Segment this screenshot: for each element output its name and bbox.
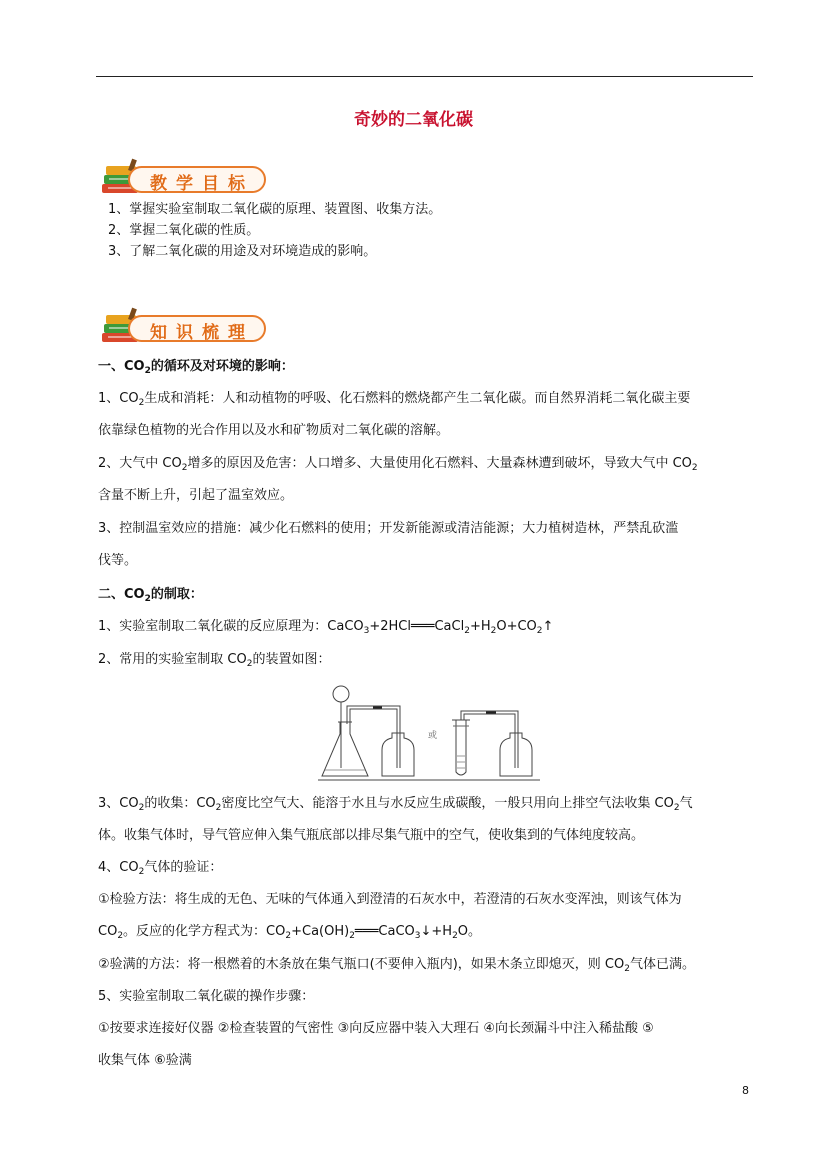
procedure-steps: ①按要求连接好仪器 ②检查装置的气密性 ③向反应器中装入大理石 ④向长颈漏斗中注入稀盐酸 ⑤ (98, 1021, 654, 1036)
procedure-steps-cont: 收集气体 ⑥验满 (98, 1053, 192, 1068)
header-rule (96, 76, 753, 77)
goal-item: 3、了解二氧化碳的用途及对环境造成的影响。 (108, 244, 377, 259)
paragraph-1: 1、$CO_2$生成和消耗：人和动植物的呼吸、化石燃料的燃烧都产生二氧化碳。而自然界消耗二氧化碳主要 (98, 391, 691, 408)
section-heading-2: 二、$CO_2$的制取： (98, 587, 203, 604)
reaction-principle: 1、实验室制取二氧化碳的反应原理为：$CaCO_3+2HCl═══CaCl_2+H_2O+CO_2↑$ (98, 619, 554, 636)
page-number: 8 (742, 1084, 749, 1097)
paragraph-3-cont: 伐等。 (98, 553, 138, 568)
verification-heading: 4、$CO_2$气体的验证： (98, 860, 223, 877)
apparatus-caption: 2、常用的实验室制取 $CO_2$的装置如图： (98, 652, 331, 669)
test-method-cont: $CO_2$。反应的化学方程式为：$CO_2+Ca(OH)_2═══CaCO_3↓+H_2O$。 (98, 924, 482, 941)
collection-method: 3、$CO_2$的收集：$CO_2$密度比空气大、能溶于水且与水反应生成碳酸，一般只用向上排空气法收集 $CO_2$气 (98, 796, 693, 813)
section-heading-1: 一、$CO_2$的循环及对环境的影响： (98, 359, 294, 376)
section-badge-goals (100, 158, 268, 198)
section-badge-knowledge (100, 307, 268, 347)
apparatus-diagram (318, 676, 540, 784)
paragraph-2: 2、大气中 $CO_2$增多的原因及危害：人口增多、大量使用化石燃料、大量森林遭到破坏，导致大气中 $CO_2$ (98, 456, 698, 473)
badge-label: 知识梳理 (150, 323, 254, 343)
or-label: 或 (428, 731, 438, 741)
goal-item: 1、掌握实验室制取二氧化碳的原理、装置图、收集方法。 (108, 202, 442, 217)
test-method: ①检验方法：将生成的无色、无味的气体通入到澄清的石灰水中，若澄清的石灰水变浑浊，则该气体为 (98, 892, 682, 907)
paragraph-2-cont: 含量不断上升，引起了温室效应。 (98, 488, 294, 503)
collection-method-cont: 体。收集气体时，导气管应伸入集气瓶底部以排尽集气瓶中的空气，使收集到的气体纯度较高。 (98, 828, 645, 843)
paragraph-1-cont: 依靠绿色植物的光合作用以及水和矿物质对二氧化碳的溶解。 (98, 423, 450, 438)
page-title: 奇妙的二氧化碳 (354, 110, 473, 130)
procedure-heading: 5、实验室制取二氧化碳的操作步骤： (98, 989, 315, 1004)
paragraph-3: 3、控制温室效应的措施：减少化石燃料的使用；开发新能源或清洁能源；大力植树造林，严禁乱砍滥 (98, 521, 679, 536)
full-check-method: ②验满的方法：将一根燃着的木条放在集气瓶口(不要伸入瓶内)，如果木条立即熄灭，则 $CO_2$气体已满。 (98, 957, 695, 974)
goal-item: 2、掌握二氧化碳的性质。 (108, 223, 260, 238)
badge-label: 教学目标 (150, 174, 254, 194)
